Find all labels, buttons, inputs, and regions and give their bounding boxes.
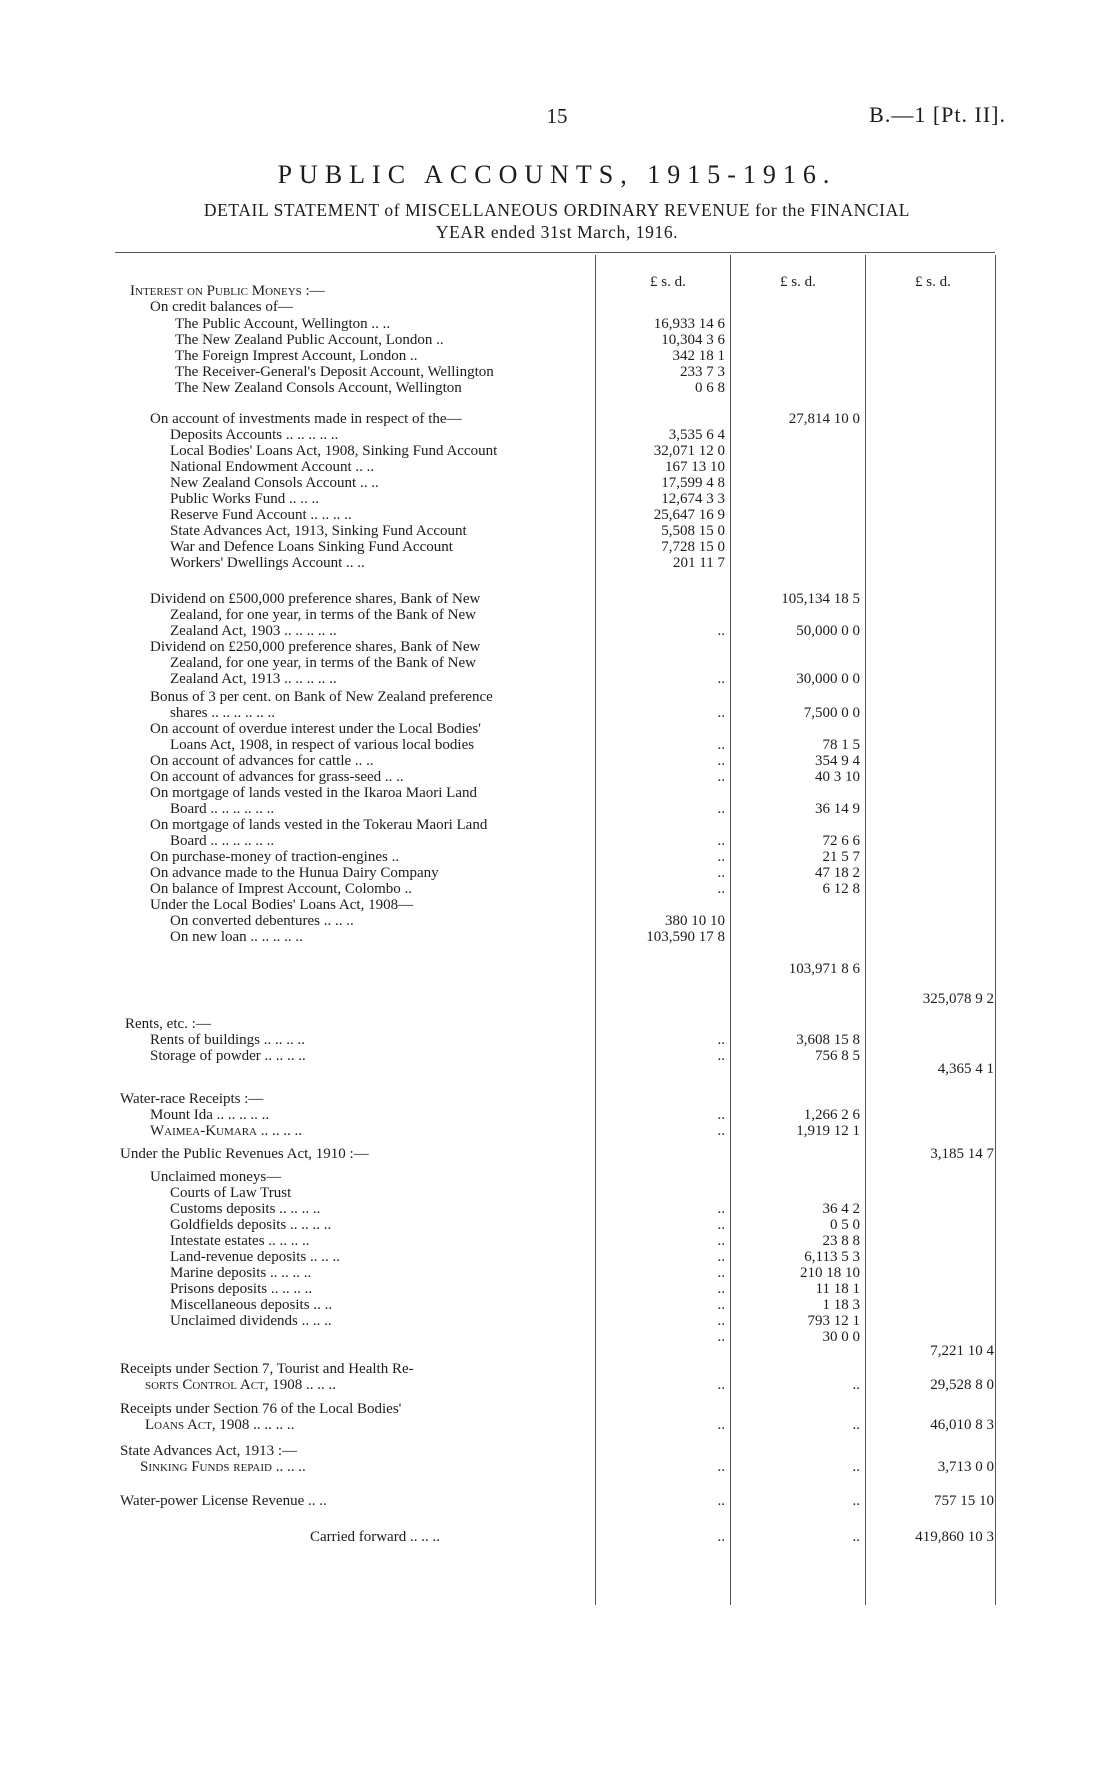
row-label: Under the Public Revenues Act, 1910 :— (120, 1146, 369, 1162)
amount-col-1: .. (717, 801, 725, 817)
amount-col-2: 103,971 8 6 (788, 961, 860, 977)
amount-col-3: 7,221 10 4 (930, 1343, 994, 1359)
row-label: Water-power License Revenue .. .. (120, 1493, 327, 1509)
amount-col-1: .. (717, 1459, 725, 1475)
amount-col-2: 1 18 3 (822, 1297, 860, 1313)
table-row (0, 670, 1114, 688)
amount-col-1: 342 18 1 (672, 348, 725, 364)
amount-col-2: 27,814 10 0 (788, 411, 860, 427)
column-header-2: £ s. d. (780, 274, 816, 290)
row-label: Receipts under Section 76 of the Local Bodies' (120, 1401, 402, 1417)
row-label: Carried forward .. .. .. (310, 1529, 440, 1545)
row-label: Sinking Funds repaid .. .. .. (140, 1459, 306, 1475)
row-label: On credit balances of— (150, 299, 293, 315)
table-row (0, 960, 1114, 978)
row-label: State Advances Act, 1913 :— (120, 1443, 298, 1459)
amount-col-1: .. (717, 849, 725, 865)
amount-col-1: 103,590 17 8 (646, 929, 725, 945)
table-row (0, 1342, 1114, 1360)
amount-col-1: .. (717, 1297, 725, 1313)
table-row (0, 1492, 1114, 1510)
row-label: Local Bodies' Loans Act, 1908, Sinking Fund Account (170, 443, 498, 459)
amount-col-2: 36 14 9 (815, 801, 860, 817)
table-row (0, 1376, 1114, 1394)
table-row (0, 1060, 1114, 1078)
page-subtitle-line-1: DETAIL STATEMENT of MISCELLANEOUS ORDINARY REVENUE for the FINANCIAL (203, 200, 911, 220)
amount-col-1: .. (717, 1529, 725, 1545)
amount-col-2: 40 3 10 (815, 769, 860, 785)
amount-col-1: .. (717, 881, 725, 897)
amount-col-1: .. (717, 1107, 725, 1123)
amount-col-1: .. (717, 671, 725, 687)
amount-col-1: 5,508 15 0 (661, 523, 725, 539)
amount-col-1: .. (717, 1313, 725, 1329)
row-label: Unclaimed dividends .. .. .. (170, 1313, 332, 1329)
row-label: On new loan .. .. .. .. .. (170, 929, 303, 945)
amount-col-1: .. (717, 1281, 725, 1297)
row-label: Interest on Public Moneys :— (130, 283, 325, 299)
row-label: Zealand, for one year, in terms of the Bank of New (170, 607, 476, 623)
amount-col-3: 757 15 10 (934, 1493, 994, 1509)
row-label: Marine deposits .. .. .. .. (170, 1265, 312, 1281)
column-header-3: £ s. d. (915, 274, 951, 290)
amount-col-1: 10,304 3 6 (661, 332, 725, 348)
amount-col-3: 3,713 0 0 (937, 1459, 994, 1475)
row-label: Zealand Act, 1903 .. .. .. .. .. (170, 623, 337, 639)
amount-col-1: .. (717, 1493, 725, 1509)
row-label: Unclaimed moneys— (150, 1169, 282, 1185)
amount-col-1: 16,933 14 6 (653, 316, 725, 332)
amount-col-1: 233 7 3 (680, 364, 725, 380)
amount-col-1: 17,599 4 8 (661, 475, 725, 491)
row-label: Dividend on £250,000 preference shares, Bank of New (150, 639, 481, 655)
row-label: Courts of Law Trust (170, 1185, 292, 1201)
amount-col-3: 325,078 9 2 (922, 991, 994, 1007)
row-label: Prisons deposits .. .. .. .. (170, 1281, 313, 1297)
amount-col-1: .. (717, 753, 725, 769)
row-label: On converted debentures .. .. .. (170, 913, 354, 929)
row-label: The New Zealand Consols Account, Wellington (175, 380, 462, 396)
amount-col-1: 12,674 3 3 (661, 491, 725, 507)
amount-col-1: .. (717, 1233, 725, 1249)
row-label: On account of investments made in respect of the— (150, 411, 462, 427)
amount-col-2: .. (852, 1377, 860, 1393)
table-row (0, 1145, 1114, 1163)
amount-col-1: .. (717, 1329, 725, 1345)
row-label: New Zealand Consols Account .. .. (170, 475, 379, 491)
amount-col-1: .. (717, 865, 725, 881)
table-row (0, 1458, 1114, 1476)
row-label: Loans Act, 1908 .. .. .. .. (145, 1417, 295, 1433)
amount-col-1: .. (717, 1249, 725, 1265)
amount-col-1: .. (717, 737, 725, 753)
page-subtitle-line-2: YEAR ended 31st March, 1916. (435, 222, 679, 242)
amount-col-1: .. (717, 623, 725, 639)
row-label: Bonus of 3 per cent. on Bank of New Zealand preference (150, 689, 493, 705)
row-label: sorts Control Act, 1908 .. .. .. (145, 1377, 336, 1393)
table-row (0, 1122, 1114, 1140)
amount-col-2: 210 18 10 (800, 1265, 860, 1281)
table-row (0, 379, 1114, 397)
table-row (0, 928, 1114, 946)
amount-col-2: 21 5 7 (822, 849, 860, 865)
amount-col-1: .. (717, 705, 725, 721)
amount-col-2: 30 0 0 (822, 1329, 860, 1345)
amount-col-2: .. (852, 1529, 860, 1545)
row-label: War and Defence Loans Sinking Fund Account (170, 539, 453, 555)
amount-col-1: .. (717, 1123, 725, 1139)
row-label: Goldfields deposits .. .. .. .. (170, 1217, 332, 1233)
row-label: Board .. .. .. .. .. .. (170, 833, 275, 849)
amount-col-1: .. (717, 1048, 725, 1064)
row-label: Under the Local Bodies' Loans Act, 1908— (150, 897, 414, 913)
amount-col-2: 6,113 5 3 (804, 1249, 860, 1265)
row-label: On advance made to the Hunua Dairy Company (150, 865, 439, 881)
amount-col-2: 756 8 5 (815, 1048, 860, 1064)
row-label: Public Works Fund .. .. .. (170, 491, 319, 507)
row-label: On account of advances for grass-seed .. .. (150, 769, 404, 785)
amount-col-2: 50,000 0 0 (796, 623, 860, 639)
row-label: The Public Account, Wellington .. .. (175, 316, 391, 332)
amount-col-2: 7,500 0 0 (803, 705, 860, 721)
amount-col-3: 4,365 4 1 (937, 1061, 994, 1077)
amount-col-1: .. (717, 1417, 725, 1433)
table-row (0, 298, 1114, 316)
amount-col-2: 105,134 18 5 (781, 591, 860, 607)
amount-col-2: 3,608 15 8 (796, 1032, 860, 1048)
amount-col-2: 6 12 8 (822, 881, 860, 897)
row-label: Rents, etc. :— (125, 1016, 211, 1032)
row-label: On purchase-money of traction-engines .. (150, 849, 400, 865)
table-row (0, 990, 1114, 1008)
row-label: Water-race Receipts :— (120, 1091, 264, 1107)
amount-col-1: .. (717, 1217, 725, 1233)
amount-col-2: 30,000 0 0 (796, 671, 860, 687)
amount-col-2: 1,919 12 1 (796, 1123, 860, 1139)
amount-col-1: 32,071 12 0 (653, 443, 725, 459)
amount-col-2: .. (852, 1459, 860, 1475)
row-label: Rents of buildings .. .. .. .. (150, 1032, 306, 1048)
row-label: Waimea-Kumara .. .. .. .. (150, 1123, 302, 1139)
amount-col-1: .. (717, 1265, 725, 1281)
amount-col-1: .. (717, 1032, 725, 1048)
amount-col-2: .. (852, 1417, 860, 1433)
amount-col-1: .. (717, 1201, 725, 1217)
row-label: Storage of powder .. .. .. .. (150, 1048, 306, 1064)
row-label: Receipts under Section 7, Tourist and Health Re- (120, 1361, 414, 1377)
amount-col-2: 78 1 5 (822, 737, 860, 753)
row-label: On balance of Imprest Account, Colombo .. (150, 881, 413, 897)
amount-col-2: 47 18 2 (815, 865, 860, 881)
amount-col-3: 419,860 10 3 (915, 1529, 994, 1545)
row-label: The New Zealand Public Account, London .. (175, 332, 444, 348)
row-label: Mount Ida .. .. .. .. .. (150, 1107, 270, 1123)
amount-col-1: .. (717, 1377, 725, 1393)
row-label: Workers' Dwellings Account .. .. (170, 555, 365, 571)
amount-col-2: 72 6 6 (822, 833, 860, 849)
table-row (0, 554, 1114, 572)
table-row (0, 1416, 1114, 1434)
amount-col-1: .. (717, 769, 725, 785)
amount-col-3: 29,528 8 0 (930, 1377, 994, 1393)
row-label: Board .. .. .. .. .. .. (170, 801, 275, 817)
row-label: Customs deposits .. .. .. .. (170, 1201, 321, 1217)
row-label: Miscellaneous deposits .. .. (170, 1297, 333, 1313)
amount-col-1: 201 11 7 (673, 555, 725, 571)
amount-col-2: 354 9 4 (815, 753, 860, 769)
row-label: National Endowment Account .. .. (170, 459, 375, 475)
row-label: Dividend on £500,000 preference shares, Bank of New (150, 591, 481, 607)
page-title: PUBLIC ACCOUNTS, 1915-1916. (277, 160, 837, 189)
row-label: Intestate estates .. .. .. .. (170, 1233, 310, 1249)
page-number: 15 (546, 104, 568, 128)
row-label: Deposits Accounts .. .. .. .. .. (170, 427, 339, 443)
amount-col-1: 380 10 10 (665, 913, 725, 929)
amount-col-1: 25,647 16 9 (653, 507, 725, 523)
amount-col-3: 3,185 14 7 (930, 1146, 994, 1162)
row-label: Land-revenue deposits .. .. .. (170, 1249, 340, 1265)
row-label: The Receiver-General's Deposit Account, Wellington (175, 364, 494, 380)
row-label: On mortgage of lands vested in the Tokerau Maori Land (150, 817, 488, 833)
row-label: State Advances Act, 1913, Sinking Fund Account (170, 523, 467, 539)
column-header-1: £ s. d. (650, 274, 686, 290)
row-label: shares .. .. .. .. .. .. (170, 705, 275, 721)
row-label: The Foreign Imprest Account, London .. (175, 348, 418, 364)
row-label: On account of advances for cattle .. .. (150, 753, 374, 769)
amount-col-1: 7,728 15 0 (661, 539, 725, 555)
row-label: On account of overdue interest under the Local Bodies' (150, 721, 481, 737)
amount-col-2: 1,266 2 6 (803, 1107, 860, 1123)
amount-col-1: .. (717, 833, 725, 849)
amount-col-1: 3,535 6 4 (668, 427, 725, 443)
row-label: Zealand Act, 1913 .. .. .. .. .. (170, 671, 337, 687)
amount-col-2: 793 12 1 (807, 1313, 860, 1329)
row-label: Reserve Fund Account .. .. .. .. (170, 507, 352, 523)
amount-col-2: 0 5 0 (830, 1217, 860, 1233)
amount-col-1: 167 13 10 (665, 459, 725, 475)
amount-col-2: 36 4 2 (822, 1201, 860, 1217)
table-row (0, 1528, 1114, 1546)
row-label: Zealand, for one year, in terms of the Bank of New (170, 655, 476, 671)
table-top-rule (115, 252, 995, 253)
amount-col-2: 11 18 1 (815, 1281, 860, 1297)
amount-col-1: 0 6 8 (695, 380, 725, 396)
amount-col-2: .. (852, 1493, 860, 1509)
row-label: On mortgage of lands vested in the Ikaroa Maori Land (150, 785, 477, 801)
document-reference: B.—1 [Pt. II]. (869, 102, 1006, 127)
amount-col-2: 23 8 8 (822, 1233, 860, 1249)
row-label: Loans Act, 1908, in respect of various local bodies (170, 737, 475, 753)
amount-col-3: 46,010 8 3 (930, 1417, 994, 1433)
